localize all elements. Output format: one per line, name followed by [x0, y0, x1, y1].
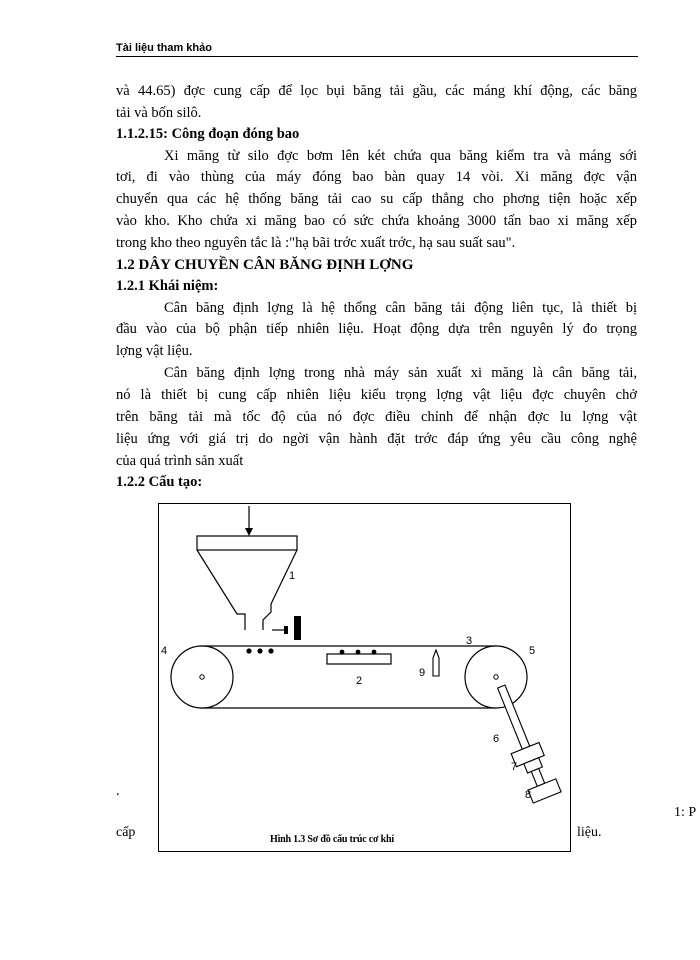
para2-line3: chuyển qua các hệ thống băng tải cao su cấp thẳng cho phơng tiện hoặc xếp	[116, 191, 637, 207]
edge-fragment: 1: P	[674, 805, 697, 820]
gate-block	[294, 616, 301, 640]
para1-line1: và 44.65) đợc cung cấp để lọc bụi băng tải gầu, các máng khí động, các băng	[116, 83, 637, 99]
para2-line4: vào kho. Kho chứa xi măng bao có sức chứa khoảng 3000 tấn bao xi măng xếp	[116, 213, 637, 229]
weigh-bridge	[327, 654, 391, 664]
gate-small	[284, 626, 288, 634]
label-2: 2	[356, 675, 363, 687]
para3-line2: đầu vào của bộ phận tiếp nhiên liệu. Hoạt động dựa trên nguyên lý đo trọng	[116, 321, 637, 337]
label-8: 8	[525, 789, 532, 801]
label-6: 6	[493, 733, 500, 745]
para3-line1: Cân băng định lợng là hệ thống cân băng tải động liên tục, là thiết bị	[164, 300, 637, 316]
label-4: 4	[161, 645, 168, 657]
para4-line3: trên băng tải mà tốc độ của nó đợc điều chỉnh để nhận đợc lu lợng vật	[116, 409, 637, 425]
feed-arrow-head	[245, 528, 253, 536]
figure-frame	[158, 503, 571, 852]
idler-dot	[340, 650, 345, 655]
material-dot	[257, 648, 262, 653]
para1-line2: tải và bốn silô.	[116, 105, 202, 121]
page-header-title: Tài liệu tham khảo	[116, 42, 212, 54]
label-1: 1	[289, 570, 296, 582]
label-9: 9	[419, 667, 426, 679]
para2-line5: trong kho theo nguyên tắc là :"hạ bãi trớc xuất trớc, hạ sau suất sau".	[116, 235, 516, 251]
head-pulley	[171, 646, 233, 708]
para4-line1: Cân băng định lợng trong nhà máy sản xuất xi măng là cân băng tải,	[164, 365, 637, 381]
material-dot	[268, 648, 273, 653]
hopper-top	[197, 536, 297, 550]
mechanical-diagram	[159, 504, 569, 850]
heading-1-2-1: 1.2.1 Khái niệm:	[116, 278, 219, 294]
heading-1-1-2-15: 1.1.2.15: Công đoạn đóng bao	[116, 126, 300, 142]
right-fragment: liệu.	[577, 825, 602, 840]
para3-line3: lợng vật liệu.	[116, 343, 193, 359]
para2-line1: Xi măng từ silo đợc bơm lên két chứa qua băng kiểm tra và máng sới	[164, 148, 637, 164]
header-rule	[116, 56, 638, 57]
material-dot	[246, 648, 251, 653]
label-3: 3	[466, 635, 473, 647]
hopper-body	[197, 550, 297, 630]
tail-pulley	[465, 646, 527, 708]
para4-line4: liệu ứng với giá trị do ngời vận hành đặt trớc đáp ứng yêu cầu công nghệ	[116, 431, 637, 447]
para2-line2: tơi, đi vào thùng của máy đóng bao bàn quay 14 vòi. Xi măng đợc vận	[116, 169, 637, 185]
para4-line5: của quá trình sản xuất	[116, 453, 244, 469]
idler-dot	[372, 650, 377, 655]
label-5: 5	[529, 645, 536, 657]
figure-caption: Hình 1.3 Sơ đồ cấu trúc cơ khí	[270, 834, 394, 845]
speed-sensor	[433, 650, 439, 676]
para4-line2: nó là thiết bị cung cấp nhiên liệu kiểu trọng lợng vật liệu đợc chuyên chở	[116, 387, 637, 403]
stray-dot: .	[116, 783, 120, 799]
label-7: 7	[511, 761, 518, 773]
heading-1-2: 1.2 DÂY CHUYỀN CÂN BĂNG ĐỊNH LỢNG	[116, 257, 414, 273]
idler-dot	[356, 650, 361, 655]
heading-1-2-2: 1.2.2 Cấu tạo:	[116, 474, 203, 490]
left-fragment: cấp	[116, 825, 136, 840]
